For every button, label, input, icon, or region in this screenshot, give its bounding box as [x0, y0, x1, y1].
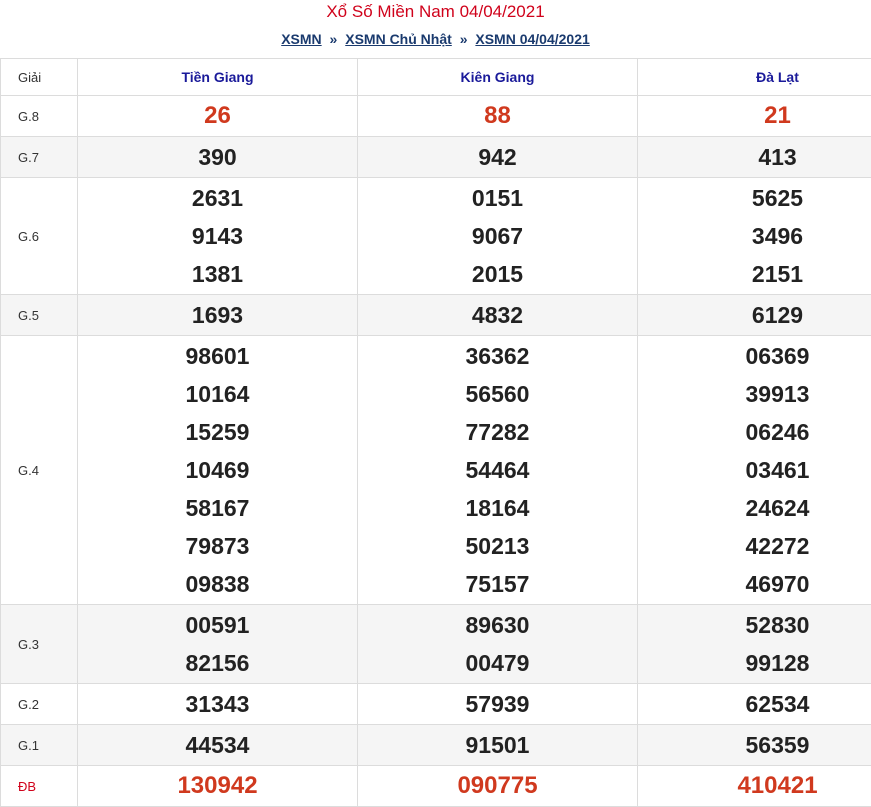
result-number: 0151	[358, 179, 637, 217]
table-row	[1, 295, 871, 336]
result-number: 57939	[358, 685, 637, 723]
prize-label: G.4	[1, 336, 78, 605]
result-number: 18164	[358, 489, 637, 527]
result-cell	[638, 178, 871, 295]
result-number: 2015	[358, 255, 637, 293]
result-number: 090775	[358, 767, 637, 805]
result-cell	[638, 137, 871, 178]
result-cell	[78, 605, 358, 684]
result-cell	[78, 295, 358, 336]
result-cell	[638, 96, 871, 137]
result-number: 50213	[358, 527, 637, 565]
result-cell	[78, 137, 358, 178]
result-number: 82156	[78, 644, 357, 682]
prize-label: G.5	[1, 295, 78, 336]
result-number: 99128	[638, 644, 871, 682]
prize-column-header: Giải	[1, 59, 78, 96]
result-number: 130942	[78, 767, 357, 805]
result-cell	[358, 684, 638, 725]
result-number: 6129	[638, 296, 871, 334]
result-number: 9143	[78, 217, 357, 255]
breadcrumb-separator: »	[460, 31, 468, 47]
result-cell	[78, 336, 358, 605]
prize-label: G.1	[1, 725, 78, 766]
result-number: 9067	[358, 217, 637, 255]
result-number: 31343	[78, 685, 357, 723]
result-number: 88	[358, 97, 637, 135]
result-number: 54464	[358, 451, 637, 489]
result-number: 26	[78, 97, 357, 135]
province-header-da-lat[interactable]: Đà Lạt	[638, 59, 871, 96]
result-number: 58167	[78, 489, 357, 527]
result-cell	[358, 766, 638, 807]
result-number: 06246	[638, 413, 871, 451]
result-cell	[78, 684, 358, 725]
prize-label: G.2	[1, 684, 78, 725]
table-header-row	[1, 59, 871, 96]
table-row	[1, 137, 871, 178]
result-number: 10164	[78, 375, 357, 413]
breadcrumb-xsmn-date-link[interactable]: XSMN 04/04/2021	[475, 31, 589, 47]
table-row	[1, 605, 871, 684]
result-number: 56359	[638, 726, 871, 764]
result-number: 06369	[638, 337, 871, 375]
result-number: 413	[638, 138, 871, 176]
result-cell	[358, 336, 638, 605]
result-number: 2151	[638, 255, 871, 293]
result-number: 00479	[358, 644, 637, 682]
result-cell	[78, 178, 358, 295]
table-row	[1, 684, 871, 725]
result-number: 390	[78, 138, 357, 176]
result-number: 09838	[78, 565, 357, 603]
page-title: Xổ Số Miền Nam 04/04/2021	[0, 0, 871, 26]
result-number: 00591	[78, 606, 357, 644]
result-number: 1381	[78, 255, 357, 293]
result-number: 56560	[358, 375, 637, 413]
result-number: 75157	[358, 565, 637, 603]
breadcrumb-xsmn-sunday-link[interactable]: XSMN Chủ Nhật	[345, 31, 452, 47]
result-number: 44534	[78, 726, 357, 764]
result-cell	[638, 295, 871, 336]
result-cell	[358, 178, 638, 295]
result-number: 36362	[358, 337, 637, 375]
table-row	[1, 766, 871, 807]
result-cell	[358, 295, 638, 336]
result-cell	[358, 605, 638, 684]
prize-label: G.3	[1, 605, 78, 684]
result-number: 79873	[78, 527, 357, 565]
table-row	[1, 96, 871, 137]
result-cell	[638, 725, 871, 766]
result-number: 410421	[638, 767, 871, 805]
result-number: 3496	[638, 217, 871, 255]
result-number: 10469	[78, 451, 357, 489]
prize-label: G.8	[1, 96, 78, 137]
table-row	[1, 725, 871, 766]
breadcrumb	[0, 26, 871, 54]
result-number: 15259	[78, 413, 357, 451]
result-number: 42272	[638, 527, 871, 565]
result-cell	[78, 766, 358, 807]
result-number: 91501	[358, 726, 637, 764]
province-header-kien-giang[interactable]: Kiên Giang	[358, 59, 638, 96]
result-number: 4832	[358, 296, 637, 334]
result-cell	[78, 725, 358, 766]
prize-label: G.6	[1, 178, 78, 295]
result-number: 5625	[638, 179, 871, 217]
result-cell	[638, 766, 871, 807]
result-number: 942	[358, 138, 637, 176]
result-cell	[358, 96, 638, 137]
result-number: 24624	[638, 489, 871, 527]
result-number: 46970	[638, 565, 871, 603]
breadcrumb-separator: »	[330, 31, 338, 47]
prize-label: G.7	[1, 137, 78, 178]
result-number: 21	[638, 97, 871, 135]
results-body	[1, 96, 871, 807]
table-row	[1, 336, 871, 605]
result-number: 2631	[78, 179, 357, 217]
result-cell	[78, 96, 358, 137]
result-number: 1693	[78, 296, 357, 334]
result-cell	[638, 336, 871, 605]
result-number: 03461	[638, 451, 871, 489]
province-header-tien-giang[interactable]: Tiền Giang	[78, 59, 358, 96]
result-cell	[638, 605, 871, 684]
results-table	[0, 58, 871, 807]
prize-label: ĐB	[1, 766, 78, 807]
result-cell	[358, 137, 638, 178]
breadcrumb-xsmn-link[interactable]: XSMN	[281, 31, 321, 47]
result-number: 77282	[358, 413, 637, 451]
result-number: 62534	[638, 685, 871, 723]
result-number: 89630	[358, 606, 637, 644]
result-number: 52830	[638, 606, 871, 644]
result-number: 39913	[638, 375, 871, 413]
result-number: 98601	[78, 337, 357, 375]
table-row	[1, 178, 871, 295]
result-cell	[358, 725, 638, 766]
result-cell	[638, 684, 871, 725]
